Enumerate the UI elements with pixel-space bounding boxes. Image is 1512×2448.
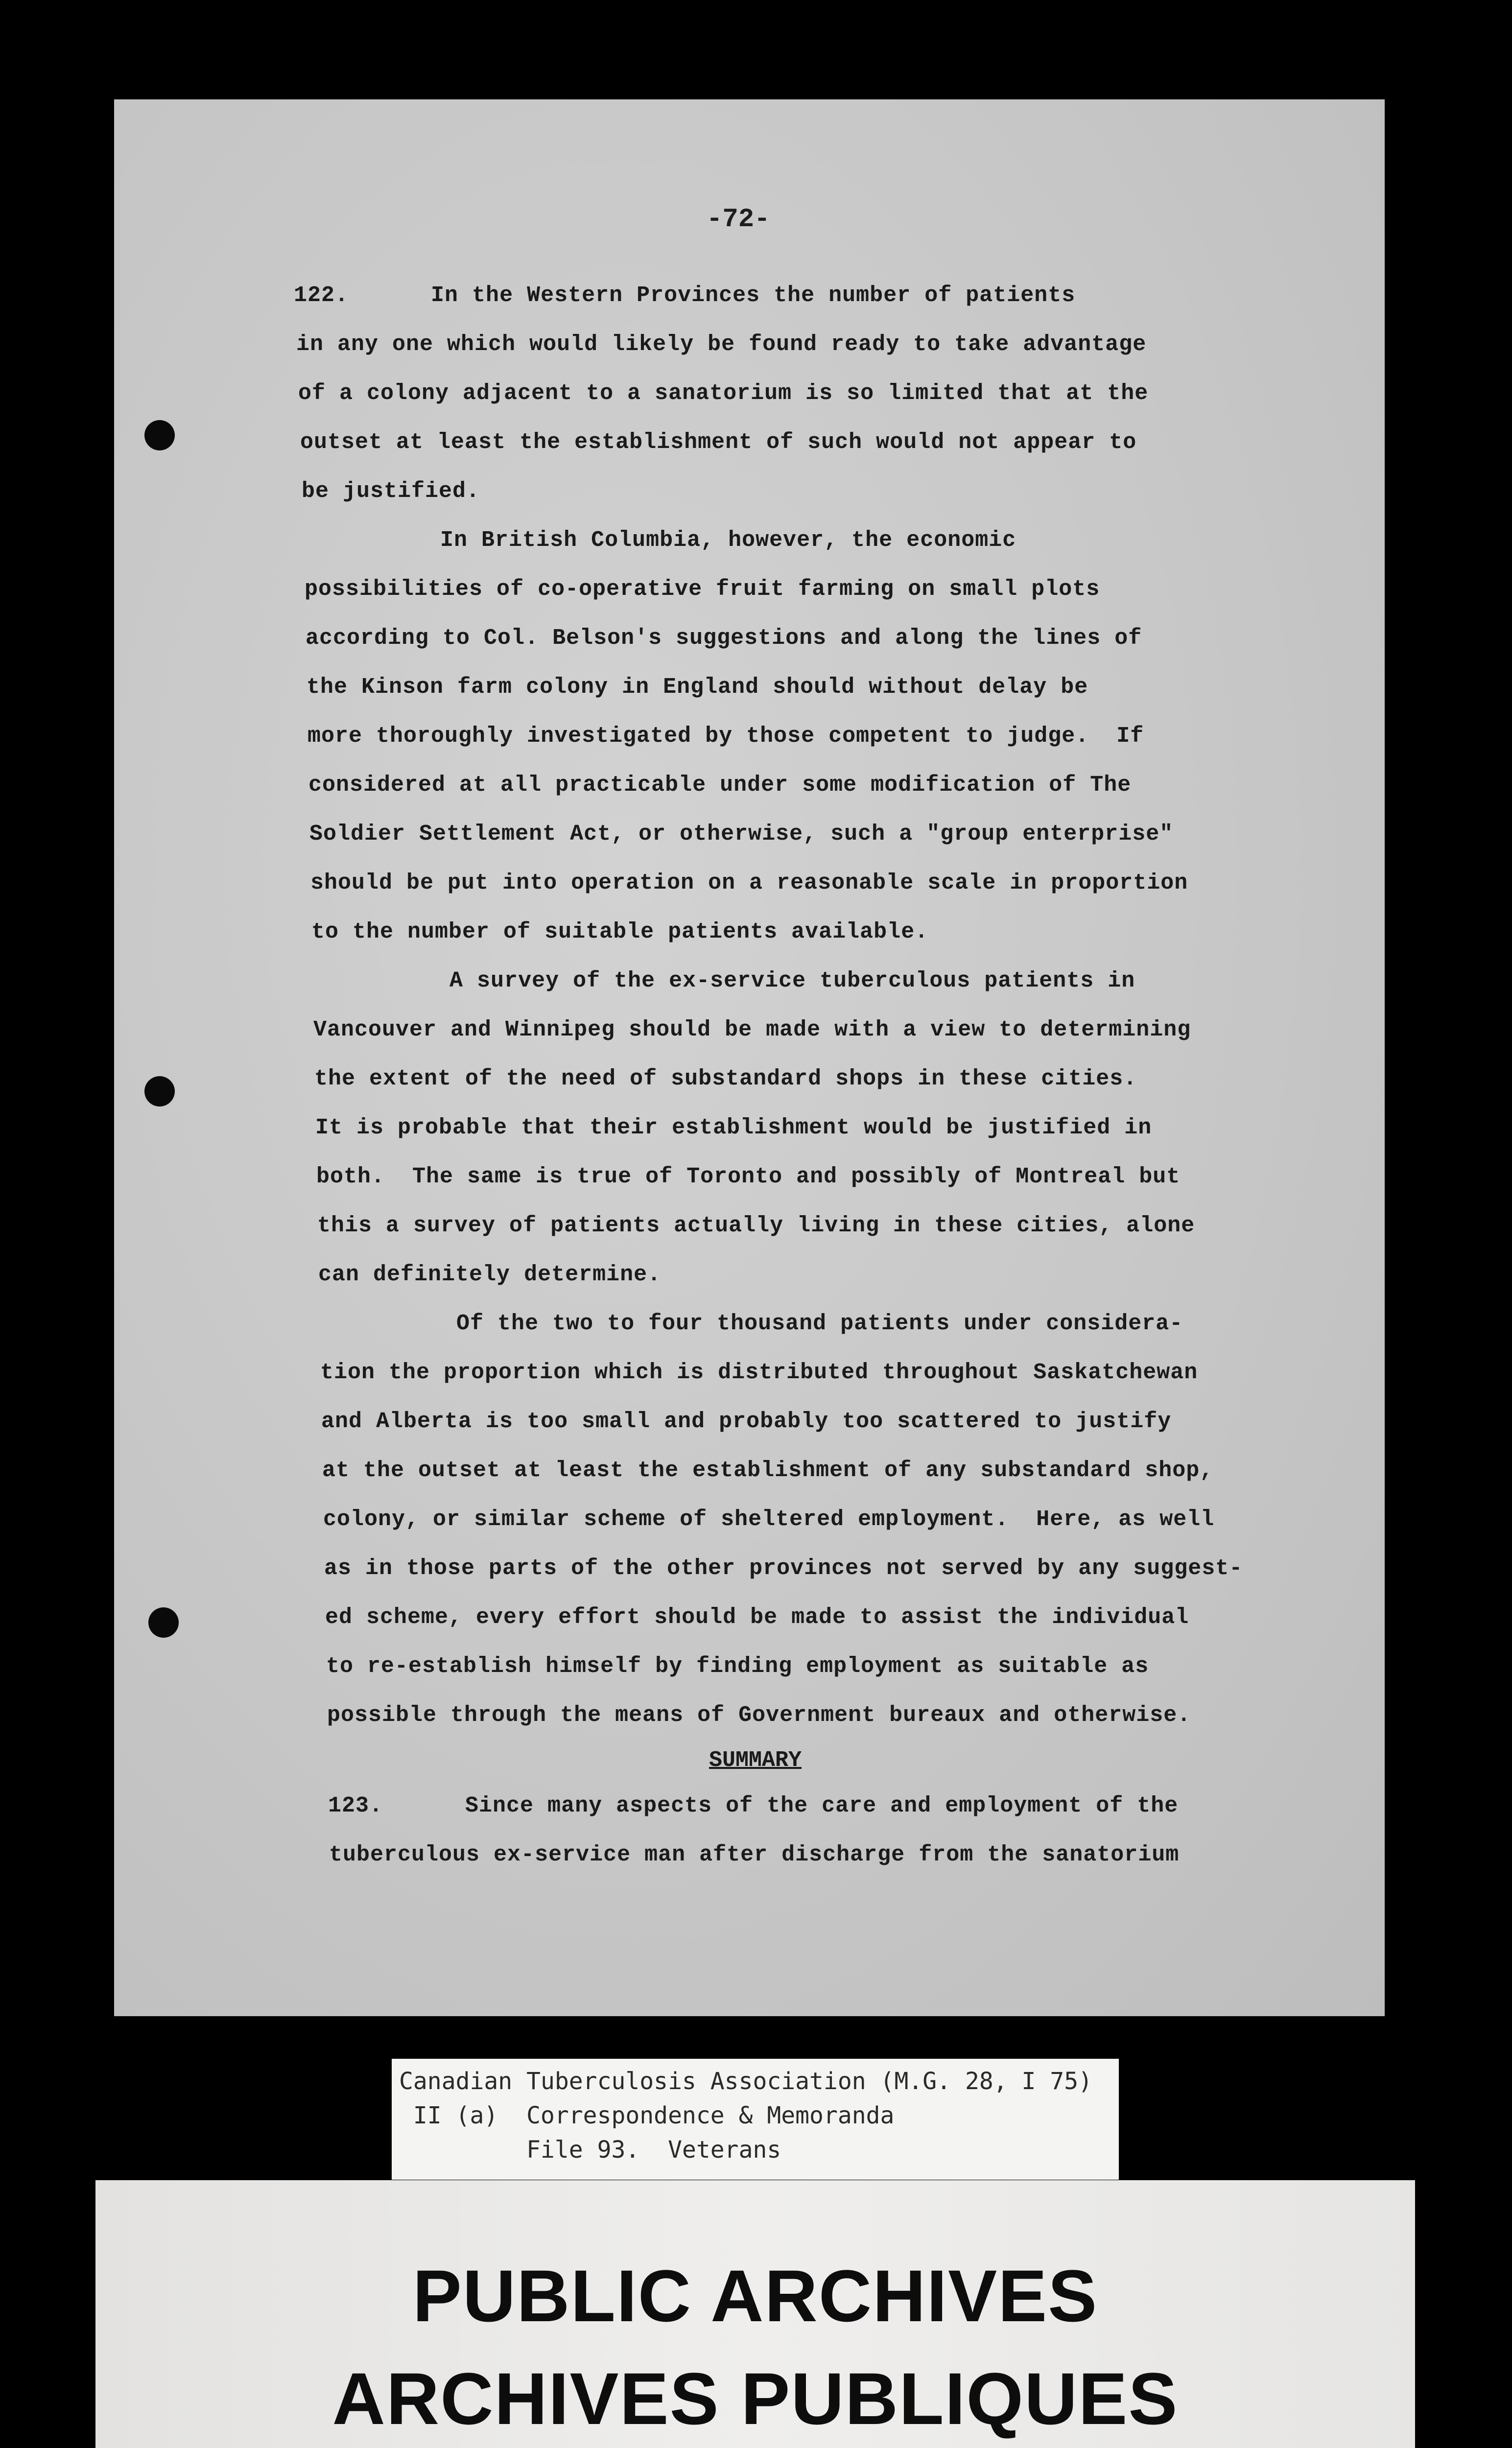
- text-line: more thoroughly investigated by those competent to judge. If: [307, 724, 1144, 749]
- text-line: of a colony adjacent to a sanatorium is so limited that at the: [298, 381, 1149, 406]
- text-line: 123. Since many aspects of the care and employment of the: [328, 1793, 1179, 1818]
- text-line: in any one which would likely be found ready to take advantage: [296, 332, 1147, 357]
- text-line: tuberculous ex-service man after discharge from the sanatorium: [329, 1842, 1180, 1867]
- page-number: -72-: [707, 205, 770, 235]
- text-line: tion the proportion which is distributed throughout Saskatchewan: [320, 1360, 1198, 1385]
- text-line: this a survey of patients actually living in these cities, alone: [317, 1213, 1195, 1238]
- punch-hole: [144, 420, 175, 450]
- text-line: at the outset at least the establishment of any substandard shop,: [322, 1458, 1214, 1483]
- text-line: as in those parts of the other provinces not served by any suggest-: [324, 1556, 1243, 1581]
- summary-heading: SUMMARY: [709, 1748, 802, 1773]
- text-line: be justified.: [302, 479, 480, 504]
- text-line: A survey of the ex-service tuberculous patients in: [312, 968, 1135, 993]
- text-line: Vancouver and Winnipeg should be made with a view to determining: [313, 1017, 1191, 1042]
- text-line: and Alberta is too small and probably too scattered to justify: [321, 1409, 1172, 1434]
- label-line: Canadian Tuberculosis Association (M.G. 28, I 75): [399, 2068, 1093, 2095]
- text-line: outset at least the establishment of such would not appear to: [300, 430, 1137, 455]
- punch-hole: [144, 1076, 175, 1106]
- text-line: possible through the means of Government bureaux and otherwise.: [327, 1703, 1191, 1728]
- text-line: ed scheme, every effort should be made to assist the individual: [325, 1605, 1189, 1630]
- document-page: [114, 99, 1385, 2016]
- label-line: File 93. Veterans: [399, 2136, 781, 2164]
- text-line: considered at all practicable under some modification of The: [308, 773, 1132, 798]
- text-line: colony, or similar scheme of sheltered employment. Here, as well: [323, 1507, 1215, 1532]
- text-line: should be put into operation on a reasonable scale in proportion: [310, 871, 1188, 895]
- text-line: Of the two to four thousand patients under considera-: [319, 1311, 1183, 1336]
- archives-stamp-line: ARCHIVES PUBLIQUES: [332, 2357, 1179, 2440]
- text-line: possibilities of co-operative fruit farming on small plots: [305, 577, 1100, 602]
- text-line: the Kinson farm colony in England should without delay be: [307, 675, 1088, 700]
- archives-stamp: [95, 2180, 1415, 2448]
- text-line: Soldier Settlement Act, or otherwise, such a "group enterprise": [309, 822, 1174, 847]
- punch-hole: [148, 1607, 179, 1638]
- text-line: 122. In the Western Provinces the number of patients: [294, 283, 1076, 308]
- text-line: according to Col. Belson's suggestions and along the lines of: [306, 626, 1142, 651]
- archive-reference-label: [392, 2059, 1119, 2180]
- text-line: In British Columbia, however, the economic: [303, 528, 1016, 553]
- text-line: both. The same is true of Toronto and possibly of Montreal but: [316, 1164, 1181, 1189]
- text-line: the extent of the need of substandard shops in these cities.: [314, 1066, 1137, 1091]
- text-line: It is probable that their establishment would be justified in: [315, 1115, 1152, 1140]
- text-line: to the number of suitable patients available.: [311, 919, 929, 944]
- archives-stamp-line: PUBLIC ARCHIVES: [412, 2255, 1098, 2337]
- label-line: II (a) Correspondence & Memoranda: [399, 2102, 895, 2129]
- text-line: can definitely determine.: [318, 1262, 662, 1287]
- text-line: to re-establish himself by finding employment as suitable as: [326, 1654, 1149, 1679]
